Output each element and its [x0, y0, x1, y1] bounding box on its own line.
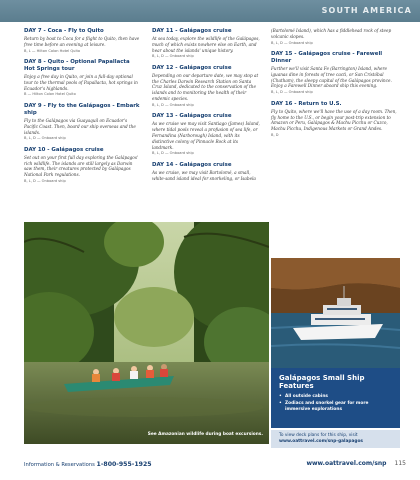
header-bar: [0, 0, 420, 22]
day-entry-14-continued: [271, 28, 399, 46]
photo-caption: See Amazonian wildlife during boat excursions.: [147, 432, 263, 437]
day-title: DAY 7 - Coca - Fly to Quito: [24, 28, 104, 34]
day-entry-9: [24, 103, 142, 142]
day-meals: B — Hilton Colon Hotel Quito: [24, 92, 76, 97]
day-title: DAY 8 - Quito - Optional Papallacta Hot Springs tour: [24, 59, 130, 73]
day-body: Set out on your first full day exploring the Galápagos' rich wildlife. The islands are still largely as Darwin saw them, their creatures protected by Galápagos National Park regulations.: [24, 154, 139, 178]
deck-plan-box: [271, 430, 400, 448]
footer-site: [306, 460, 406, 467]
day-entry-11: [152, 28, 260, 60]
day-entry-13: [152, 113, 260, 156]
day-body: Depending on our departure date, we may stop at the Charles Darwin Research Station on Santa Cruz Island, dedicated to the conservation of the islands and to monitoring the health of their endemic species.: [152, 72, 259, 102]
day-title: DAY 12 - Galápagos cruise: [152, 64, 232, 71]
day-meals: B, L, D — Onboard ship: [152, 54, 194, 59]
day-body: Return by boat to Coca for a flight to Quito, then have free time before an evening at leisure.: [24, 36, 140, 47]
itinerary-column-2: [152, 28, 260, 186]
ship-scene-illustration: [271, 258, 400, 368]
day-body: At sea today, explore the wildlife of the Galápagos, much of which exists nowhere else on Earth, and hear about the islands' unique history.: [152, 36, 260, 53]
day-entry-7: [24, 28, 142, 54]
day-body: Fly to the Galápagos via Guayaquil on Ecuador's Pacific Coast. Then, board our ship overseas and the islands.: [24, 117, 136, 135]
day-title: DAY 13 - Galápagos cruise: [152, 113, 232, 120]
day-meals: B, L — Hilton Colon Hotel Quito: [24, 48, 81, 53]
day-entry-10: [24, 147, 142, 185]
day-body: Fly to Quito, where we'll have the use of a day room. Then, fly home to the U.S., or begin your post-trip extension to Amazon or Peru, Galápagos & Machu Picchu or Cuzco, Machu Picchu, Indigenous Markets or Grand Andes.: [271, 108, 397, 132]
day-title: DAY 10 - Galápagos cruise: [24, 146, 104, 153]
features-list: [279, 394, 392, 412]
feature-item: • All outside cabins: [279, 394, 392, 399]
day-title: DAY 11 - Galápagos cruise: [152, 28, 232, 34]
feature-item: • Zodiacs and snorkel gear for more immersive explorations: [279, 401, 392, 412]
itinerary-column-1: [24, 28, 142, 190]
ship-photo: [271, 258, 400, 368]
deck-plan-link[interactable]: www.oattravel.com/snp-galapagos: [279, 438, 363, 444]
day-title: DAY 16 - Return to U.S.: [271, 100, 342, 107]
river-scene-illustration: [24, 222, 269, 444]
features-title: Galápagos Small Ship Features: [279, 374, 365, 390]
region-label: SOUTH AMERICA: [321, 6, 412, 15]
day-entry-16: [271, 101, 399, 139]
day-body: Enjoy a free day in Quito, or join a full-day optional tour to the thermal pools of Papallacta, hot springs in Ecuador's highlands.: [24, 74, 138, 91]
ship-features-panel: [271, 368, 400, 428]
footer-label: Information & Reservations: [24, 462, 95, 468]
day-entry-12: [152, 65, 260, 108]
footer-phone[interactable]: 1-800-955-1925: [96, 461, 152, 468]
day-body: As we cruise we may visit Santiago (James) Island, where tidal pools reveal a profusion of sea life, or Fernandina (Narborough) Island, with its distinctive colony of Pinnacle Rock at its landmark.: [152, 121, 260, 150]
footer-contact: [24, 461, 152, 468]
amazon-river-photo: [24, 222, 269, 444]
day-meals: B, D: [271, 132, 279, 137]
day-meals: B, L, D — Onboard ship: [152, 151, 194, 156]
day-meals: B, L, D — Onboard ship: [24, 136, 66, 141]
day-body: Further we'll visit Santa Fe (Barrington) Island, where iguanas dine in forests of tree cacti, or San Cristóbal (Chatham), the sleepy capital of the Galápagos province. Enjoy a Farewell Dinner aboard ship this evening.: [271, 66, 392, 89]
day-meals: B, L, D — Onboard ship: [24, 179, 66, 184]
day-title: DAY 14 - Galápagos cruise: [152, 161, 232, 168]
itinerary-column-3: [271, 28, 399, 143]
deck-plan-text: To view deck plans for this ship, visit: [279, 433, 358, 438]
day-meals: B, L, D — Onboard ship: [152, 102, 194, 107]
footer-url[interactable]: www.oattravel.com/snp: [306, 460, 387, 467]
day-title: DAY 9 - Fly to the Galápagos - Embark ship: [24, 102, 140, 116]
day-entry-8: [24, 59, 142, 98]
day-entry-15: [271, 51, 399, 96]
day-meals: B, L, D — Onboard ship: [271, 90, 313, 95]
day-meals: B, L, D — Onboard ship: [271, 40, 313, 45]
day-body: As we cruise, we may visit Bartolomé, a small, white-sand island ideal for snorkeling, or Isabela: [152, 169, 256, 181]
day-body: (Bartolomé Island), which has a fiddlehead rock of steep volcanic slopes.: [271, 28, 392, 39]
day-title: DAY 15 - Galápagos cruise - Farewell Dinner: [271, 51, 383, 65]
page-number: 115: [394, 460, 406, 467]
day-entry-14: [152, 162, 260, 182]
